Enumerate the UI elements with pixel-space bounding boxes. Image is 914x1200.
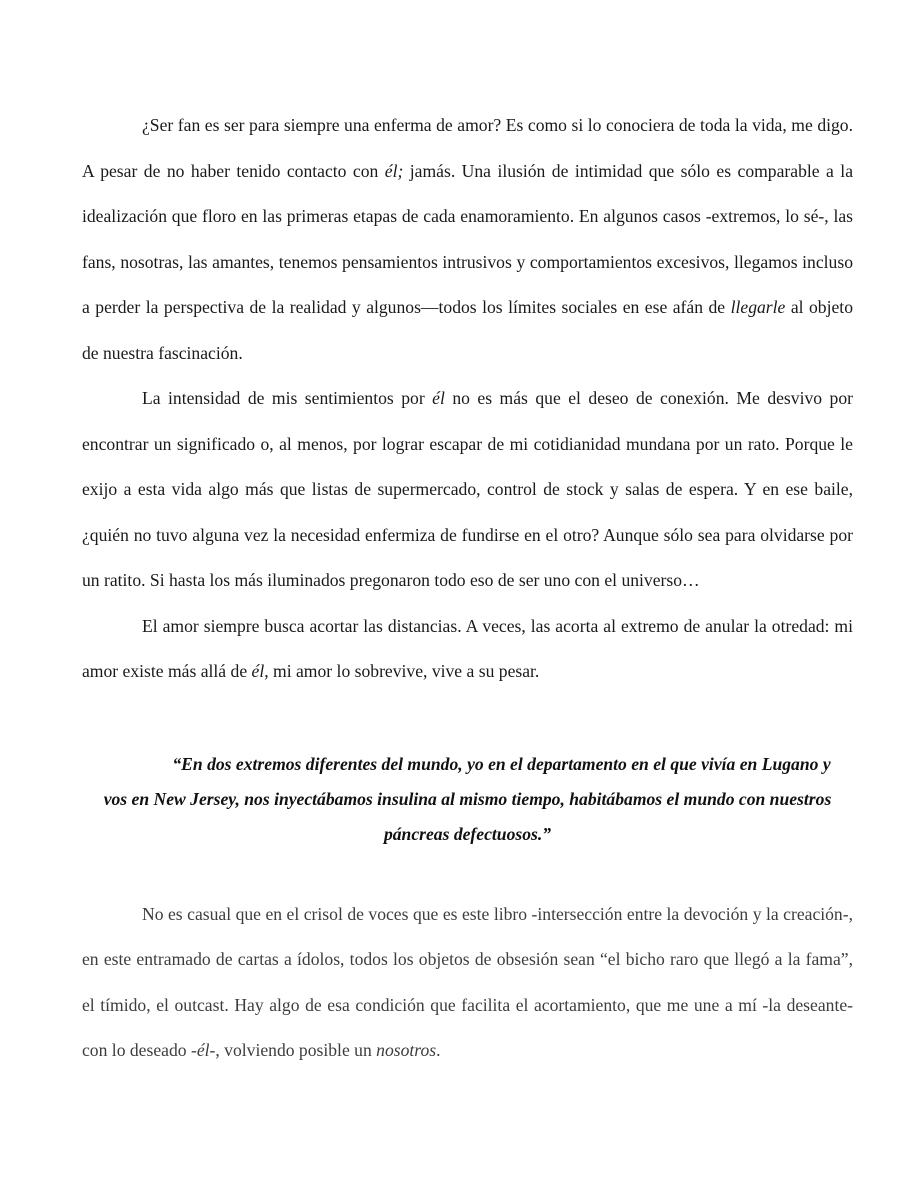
text-segment: jamás. Una ilusión de intimidad que sólo es comparable a la idealización que floro en las primeras etapas de cada enamoramiento. En algunos casos -extremos, lo sé-, las fans, nosotras, las amantes, tenemos pensamientos intrusivos y comportamientos excesivos, llegamos incluso a perder la perspectiva de la realidad y algunos—todos los límites sociales en ese afán de [82, 160, 853, 317]
italic-segment: él [251, 661, 265, 681]
text-segment: La intensidad de mis sentimientos por [142, 388, 433, 408]
italic-segment: él- [196, 1040, 216, 1060]
text-segment: , mi amor lo sobrevive, vive a su pesar. [264, 661, 540, 681]
italic-segment: nosotros [376, 1040, 437, 1060]
block-quote [102, 747, 833, 852]
text-segment: , volviendo posible un [215, 1040, 377, 1060]
text-segment: No es casual que en el crisol de voces que es este libro -intersección entre la devoción y la creación-, en este entramado de cartas a ídolos, todos los objetos de obsesión sean “el bicho raro que llegó a la fama”, el tímido, el outcast. Hay algo de esa condición que facilita el acortamiento, que me une a mí -la deseante- con lo deseado - [82, 903, 853, 1060]
paragraph-intensity [82, 376, 853, 604]
text-segment: al objeto de nuestra fascinación. [82, 297, 853, 363]
italic-segment: llegarle [730, 297, 786, 317]
paragraph-closing [82, 892, 853, 1074]
text-segment: ¿Ser fan es ser para siempre una enferma de amor? Es como si lo conociera de toda la vida, me digo. A pesar de no haber tenido contacto con [82, 115, 853, 181]
italic-segment: él [432, 388, 445, 408]
paragraph-fan-love [82, 103, 853, 376]
text-segment: no es más que el deseo de conexión. Me desvivo por encontrar un significado o, al menos, por lograr escapar de mi cotidianidad mundana por un rato. Porque le exijo a esta vida algo más que listas de supermercado, control de stock y salas de espera. Y en ese baile, ¿quién no tuvo alguna vez la necesidad enfermiza de fundirse en el otro? Aunque sólo sea para olvidarse por un ratito. Si hasta los más iluminados pregonaron todo eso de ser uno con el universo… [82, 388, 853, 590]
text-segment: El amor siempre busca acortar las distancias. A veces, las acorta al extremo de anular la otredad: mi amor existe más allá de [82, 615, 853, 681]
italic-segment: él; [384, 160, 404, 181]
quote-text: “En dos extremos diferentes del mundo, yo en el departamento en el que vivía en Lugano y vos en New Jersey, nos inyectábamos insulina al mismo tiempo, habitábamos el mundo con nuestros páncreas defectuosos.” [103, 753, 832, 844]
document-page [82, 103, 853, 1074]
paragraph-love-distance [82, 604, 853, 695]
text-segment: . [436, 1040, 441, 1060]
